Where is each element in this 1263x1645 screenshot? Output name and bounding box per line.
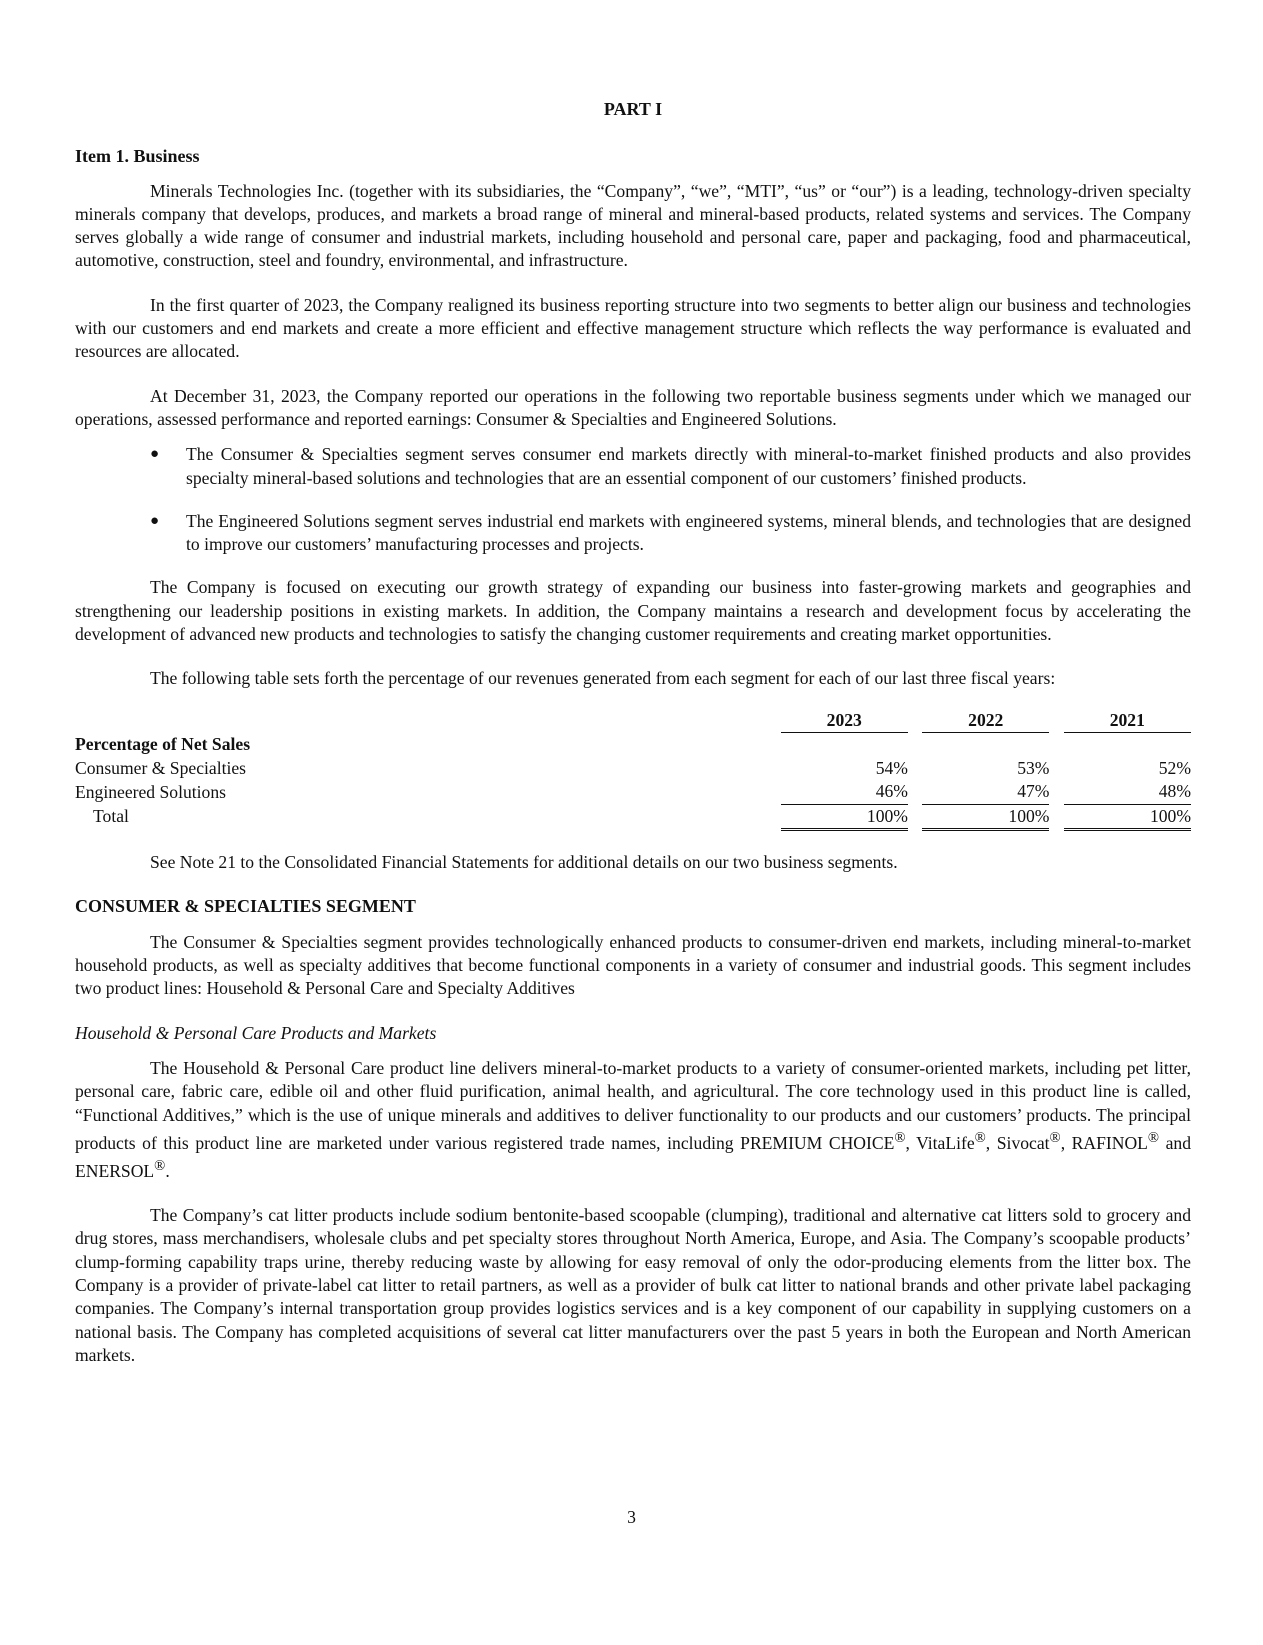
registered-mark: ®	[1049, 1129, 1061, 1146]
table-cell: 54%	[875, 757, 908, 778]
paragraph-cat-litter: The Company’s cat litter products include sodium bentonite-based scoopable (clumping), traditional and alternative cat litters sold to grocery and drug stores, mass merchandisers, wholesale clubs and pet specialty stores throughout North America, Europe, and Asia. The Company’s scoopable products’ clump-forming capability traps urine, thereby reducing waste by allowing for easy removal of only the odor-producing elements from the litter box. The Company is a provider of private-label cat litter to retail partners, as well as a provider of bulk cat litter to national brands and other private label packaging companies. The Company’s internal transportation group provides logistics services and is a key component of our capability in supplying customers on a national basis. The Company has completed acquisitions of several cat litter manufacturers over the past 5 years in both the European and North American markets.	[75, 1205, 1191, 1365]
bullet-item-consumer	[75, 443, 1191, 490]
trade-name: PREMIUM CHOICE	[740, 1132, 895, 1153]
paragraph-household-care: The Household & Personal Care product line delivers mineral-to-market products to a variety of consumer-oriented markets, including pet litter, personal care, fabric care, edible oil and other fluid purification, animal health, and agricultural. The core technology used in this product line is called, “Functional Additives,” which is the use of unique minerals and additives to deliver functionality to our products and our customers’ products. The principal products of this product line are marketed under various registered trade names, including PREMIUM CHOICE®, VitaLife®, Sivocat®, RAFINOL® and ENERSOL®.	[75, 1057, 1192, 1181]
table-row	[75, 757, 1191, 781]
table-cell: 100%	[1064, 804, 1191, 830]
paragraph-growth-strategy: The Company is focused on executing our growth strategy of expanding our business into faster-growing markets and geographies and strengthening our leadership positions in existing markets. In addition, the Company maintains a research and development focus by accelerating the development of advanced new products and technologies to satisfy the changing customer requirements and creating market opportunities.	[75, 577, 1191, 645]
bullet-text: The Consumer & Specialties segment serves consumer end markets directly with mineral-to-market finished products and also provides specialty mineral-based solutions and technologies that are an essential component of our customers’ finished products.	[186, 444, 1191, 488]
table-row-label: Engineered Solutions	[75, 781, 226, 802]
segment-sales-table	[75, 709, 1191, 832]
bullet-item-engineered	[75, 510, 1191, 557]
registered-mark: ®	[154, 1157, 166, 1174]
document-page	[75, 98, 1191, 1388]
table-cell: 53%	[1017, 757, 1050, 778]
table-year-header: 2021	[1064, 709, 1191, 733]
table-cell: 100%	[781, 804, 908, 830]
trade-name: VitaLife	[916, 1132, 975, 1153]
subsection-heading: Household & Personal Care Products and Markets	[75, 1022, 437, 1043]
paragraph-intro: Minerals Technologies Inc. (together with its subsidiaries, the “Company”, “we”, “MTI”, “us” or “our”) is a leading, technology-driven specialty minerals company that develops, produces, and markets a broad range of mineral and mineral-based products, related systems and services. The Company serves globally a wide range of consumer and industrial markets, including household and personal care, paper and packaging, food and pharmaceutical, automotive, construction, steel and foundry, environmental, and infrastructure.	[75, 180, 1191, 271]
paragraph-table-intro: The following table sets forth the percentage of our revenues generated from each segment for each of our last three fiscal years:	[150, 668, 1056, 689]
part-title: PART I	[603, 99, 663, 119]
section-heading: CONSUMER & SPECIALTIES SEGMENT	[75, 896, 416, 917]
paragraph-segments: At December 31, 2023, the Company reported our operations in the following two reportable business segments under which we managed our operations, assessed performance and reported earnings: Consumer & Specialties and Engineered Solutions.	[75, 385, 1191, 429]
table-heading: Percentage of Net Sales	[75, 734, 251, 755]
table-row-label: Total	[93, 806, 129, 827]
segment-bullet-list	[75, 443, 1191, 556]
bullet-text: The Engineered Solutions segment serves industrial end markets with engineered systems, mineral blends, and technologies that are designed to improve our customers’ manufacturing processes and projects.	[186, 510, 1191, 555]
paragraph-consumer-segment: The Consumer & Specialties segment provides technologically enhanced products to consumer-driven end markets, including mineral-to-market household products, as well as specialty additives that become functional components in a variety of consumer and industrial goods. This segment includes two product lines: Household & Personal Care and Specialty Additives	[75, 931, 1191, 999]
table-year-header: 2023	[781, 709, 908, 733]
paragraph-realignment: In the first quarter of 2023, the Company realigned its business reporting structure into two segments to better align our business and technologies with our customers and end markets and create a more efficient and effective management structure which reflects the way performance is evaluated and resources are allocated.	[75, 294, 1191, 362]
table-row-label: Consumer & Specialties	[75, 757, 247, 778]
paragraph-note-reference: See Note 21 to the Consolidated Financial Statements for additional details on our two business segments.	[150, 852, 898, 873]
table-row	[75, 780, 1191, 804]
trade-name: RAFINOL	[1071, 1132, 1148, 1153]
table-header-row	[75, 709, 1191, 733]
trade-name: ENERSOL	[75, 1160, 155, 1181]
table-cell: 47%	[922, 780, 1049, 804]
registered-mark: ®	[1147, 1129, 1160, 1146]
table-cell: 100%	[922, 804, 1049, 830]
table-cell: 46%	[781, 780, 908, 804]
table-year-header: 2022	[922, 709, 1049, 733]
table-cell: 48%	[1064, 780, 1191, 804]
registered-mark: ®	[894, 1129, 906, 1146]
bullet-icon: ●	[150, 446, 160, 463]
table-cell: 52%	[1158, 757, 1191, 778]
table-total-row	[75, 804, 1191, 830]
trade-name: Sivocat	[996, 1132, 1050, 1153]
page-number: 3	[627, 1507, 636, 1527]
item-title: Item 1. Business	[75, 146, 200, 167]
bullet-icon: ●	[150, 512, 160, 529]
registered-mark: ®	[974, 1129, 986, 1146]
table-heading-row	[75, 733, 1191, 757]
